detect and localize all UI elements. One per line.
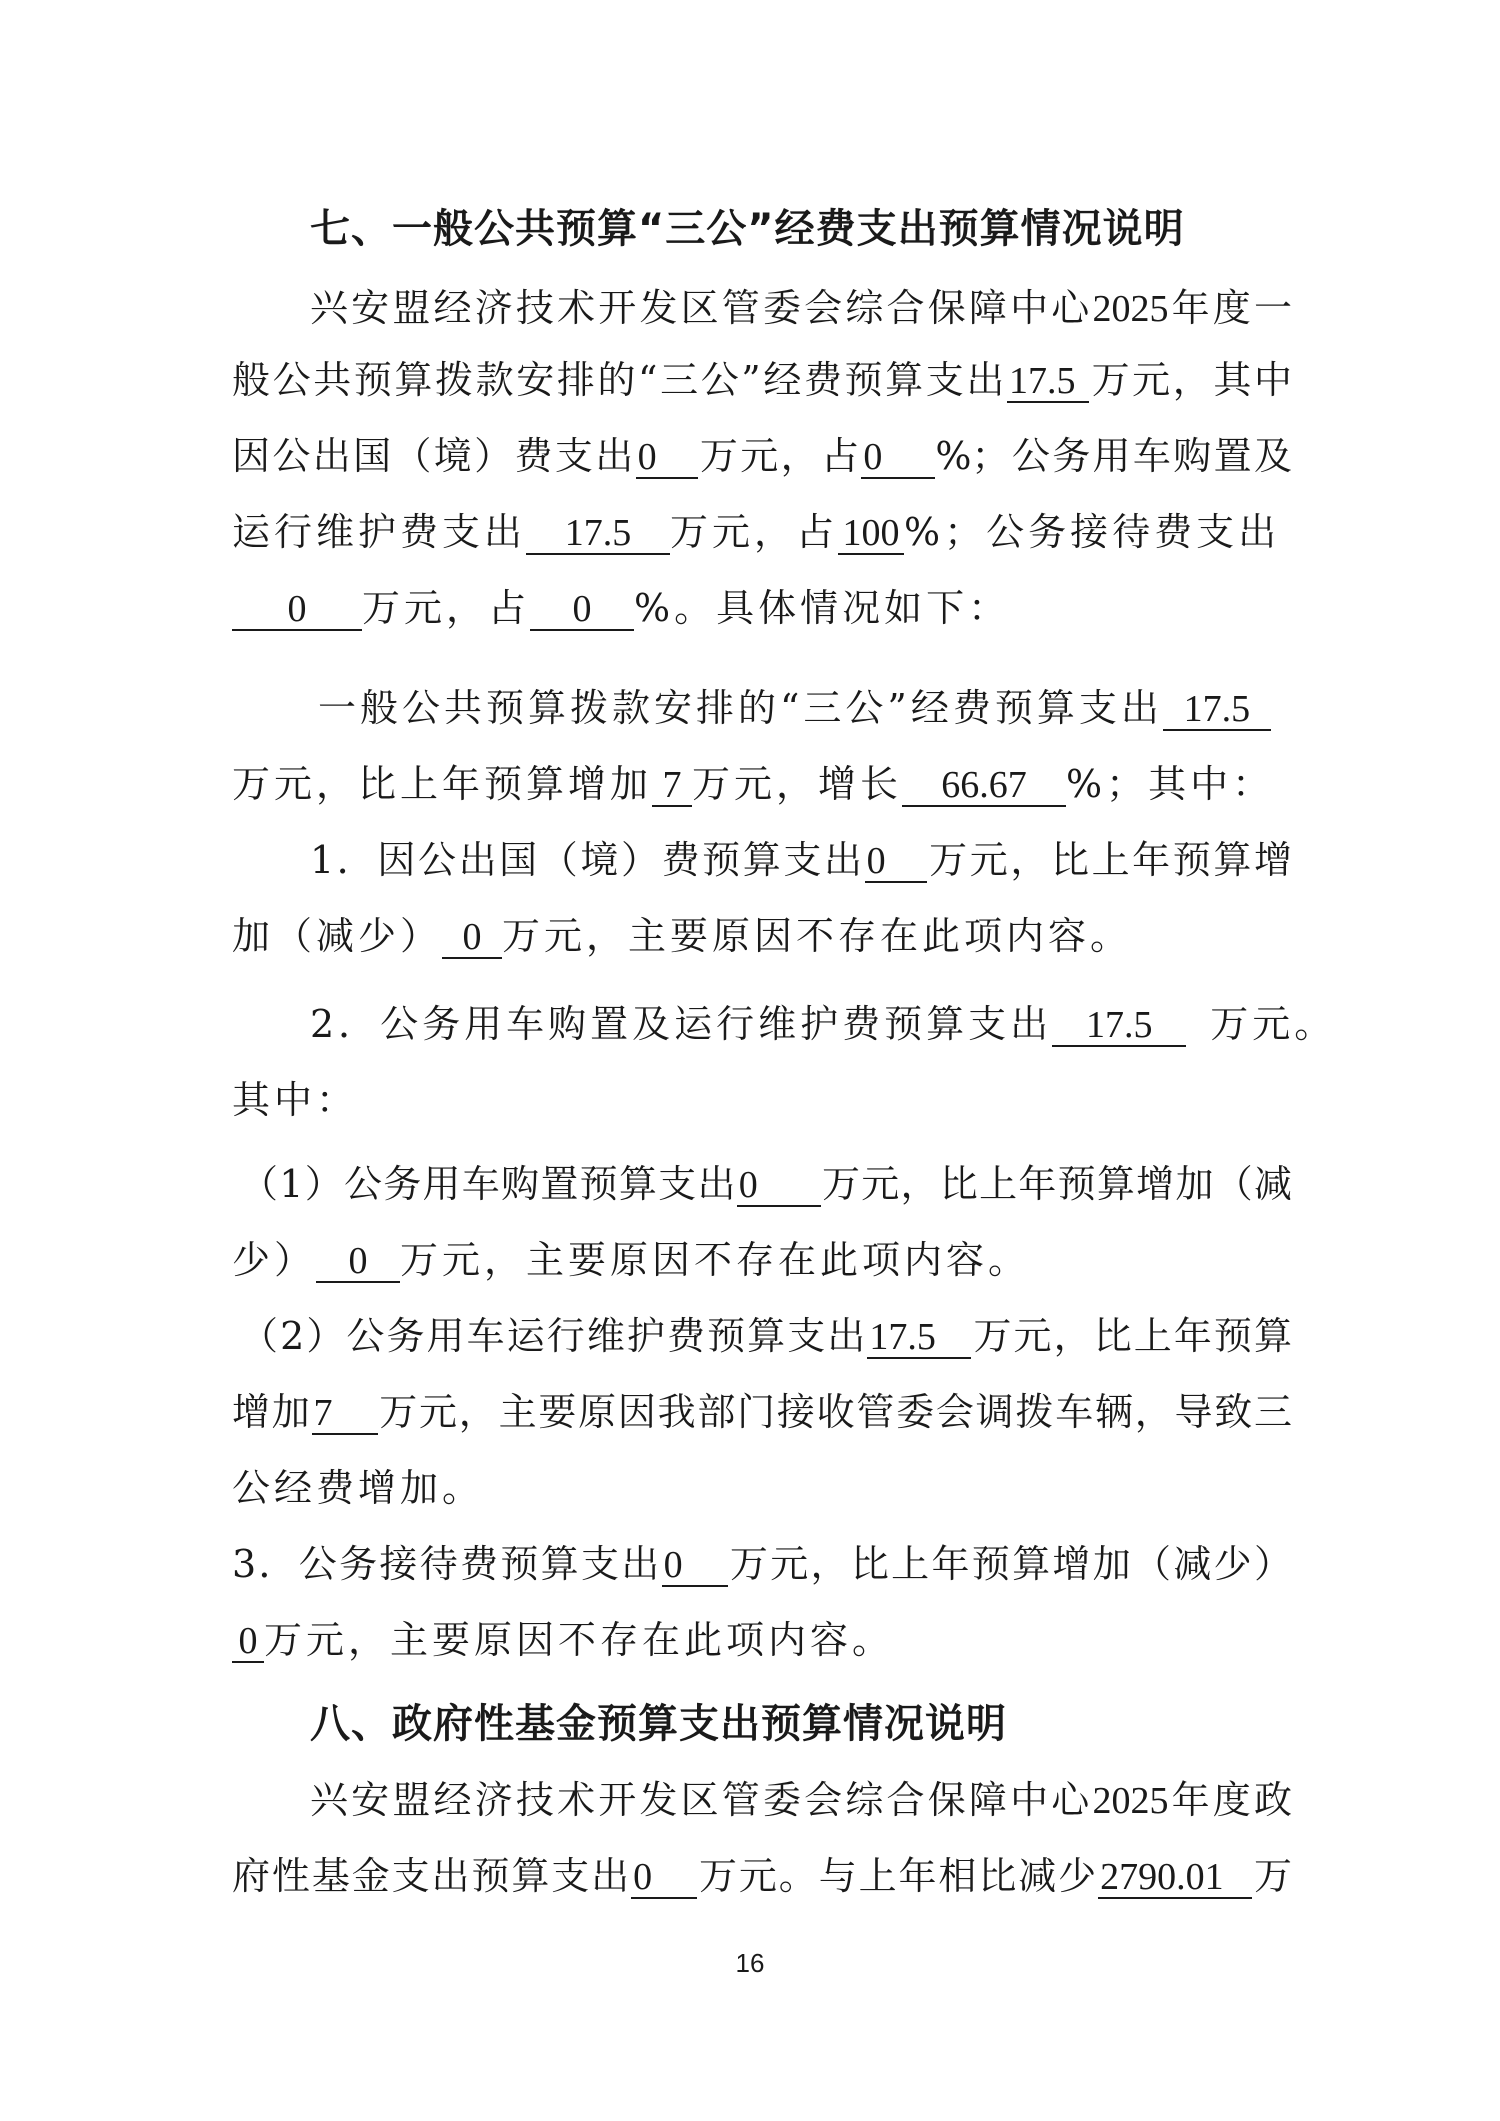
text-run: 增加 bbox=[232, 1390, 312, 1434]
text-run: 万元，占 bbox=[362, 586, 531, 630]
paragraph-line bbox=[318, 684, 1300, 732]
paragraph-line bbox=[232, 1388, 1292, 1436]
paragraph-line bbox=[232, 356, 1292, 404]
paragraph-line bbox=[232, 1540, 1292, 1588]
underlined-value: 0 bbox=[865, 841, 927, 883]
paragraph-line bbox=[232, 1236, 1292, 1284]
text-run: 般公共预算拨款安排的“三公”经费预算支出 bbox=[232, 358, 1007, 402]
underlined-value: 0 bbox=[631, 1857, 697, 1899]
text-run: %；公务用车购置及 bbox=[935, 434, 1292, 478]
text-run: 少） bbox=[232, 1238, 317, 1282]
paragraph-line bbox=[232, 432, 1292, 480]
paragraph-line bbox=[232, 760, 1292, 808]
underlined-value: 66.67 bbox=[902, 765, 1066, 807]
underlined-value: 7 bbox=[652, 765, 692, 807]
paragraph-line: 公经费增加。 bbox=[232, 1466, 485, 1510]
text-run: （1）公务用车购置预算支出 bbox=[240, 1162, 737, 1206]
underlined-value: 100 bbox=[838, 513, 904, 555]
text-run: 万元，比上年预算增加 bbox=[232, 762, 653, 806]
text-run: 万元，占 bbox=[670, 510, 839, 554]
underlined-value: 0 bbox=[442, 917, 502, 959]
text-run: %；其中： bbox=[1066, 762, 1275, 806]
text-run: 万元，比上年预算增 bbox=[926, 838, 1292, 882]
paragraph-line bbox=[232, 584, 1292, 632]
text-run: 兴安盟经济技术开发区管委会综合保障中心 bbox=[310, 286, 1093, 330]
text-run: 年度政 bbox=[1168, 1778, 1292, 1822]
text-run: 一般公共预算拨款安排的“三公”经费预算支出 bbox=[318, 686, 1163, 730]
underlined-value: 17.5 bbox=[1007, 361, 1089, 403]
text-run: 万元，主要原因不存在此项内容。 bbox=[264, 1618, 895, 1662]
paragraph-line bbox=[240, 1312, 1292, 1360]
text-run: 万元，主要原因不存在此项内容。 bbox=[400, 1238, 1031, 1282]
text-run: 因公出国（境）费支出 bbox=[232, 434, 636, 478]
text-run: 2．公务用车购置及运行维护费预算支出 bbox=[310, 1002, 1053, 1046]
paragraph-line bbox=[232, 508, 1281, 556]
text-run: 万元。与上年相比减少 bbox=[697, 1854, 1099, 1898]
text-run: 万元，比上年预算 bbox=[971, 1314, 1292, 1358]
underlined-value: 0 bbox=[316, 1241, 400, 1283]
underlined-value: 0 bbox=[636, 437, 698, 479]
text-run: 万元，比上年预算增加（减少） bbox=[727, 1542, 1292, 1586]
text-run: 府性基金支出预算支出 bbox=[232, 1854, 632, 1898]
section-7-heading: 七、一般公共预算“三公”经费支出预算情况说明 bbox=[310, 206, 1185, 252]
text-run: 万元，占 bbox=[697, 434, 862, 478]
text-run: 万元，增长 bbox=[692, 762, 903, 806]
text-run: 年度一 bbox=[1168, 286, 1292, 330]
paragraph-line bbox=[232, 912, 1292, 960]
underlined-value: 2790.01 bbox=[1098, 1857, 1252, 1899]
underlined-value: 0 bbox=[861, 437, 935, 479]
text-run: 万元，主要原因不存在此项内容。 bbox=[502, 914, 1133, 958]
section-8-heading: 八、政府性基金预算支出预算情况说明 bbox=[310, 1701, 1007, 1747]
underlined-value: 17.5 bbox=[1052, 1005, 1186, 1047]
paragraph-line: 其中： bbox=[232, 1078, 359, 1122]
text-run: 万元，主要原因我部门接收管委会调拨车辆，导致三 bbox=[377, 1390, 1292, 1434]
text-run: 运行维护费支出 bbox=[232, 510, 527, 554]
underlined-value: 0 bbox=[530, 589, 634, 631]
text-run: 1．因公出国（境）费预算支出 bbox=[310, 838, 865, 882]
underlined-value: 7 bbox=[312, 1393, 378, 1435]
text-run: %。具体情况如下： bbox=[634, 586, 1011, 630]
text-run: 万元，比上年预算增加（减 bbox=[820, 1162, 1292, 1206]
text-run: 3．公务接待费预算支出 bbox=[232, 1542, 662, 1586]
underlined-value: 17.5 bbox=[1163, 689, 1271, 731]
paragraph-line bbox=[232, 1852, 1292, 1900]
text-run: （2）公务用车运行维护费预算支出 bbox=[240, 1314, 868, 1358]
underlined-value: 17.5 bbox=[526, 513, 670, 555]
underlined-value: 0 bbox=[232, 1621, 264, 1663]
paragraph-line bbox=[310, 836, 1292, 884]
text-run: 万元，其中 bbox=[1088, 358, 1292, 402]
underlined-value: 17.5 bbox=[867, 1317, 971, 1359]
paragraph-line bbox=[310, 284, 1292, 333]
underlined-value: 0 bbox=[662, 1545, 728, 1587]
text-run: %；公务接待费支出 bbox=[904, 510, 1281, 554]
paragraph-line bbox=[232, 1616, 1292, 1664]
text-run: 万元。 bbox=[1210, 1002, 1337, 1046]
year-value: 2025 bbox=[1092, 1780, 1169, 1822]
paragraph-line bbox=[310, 1776, 1292, 1825]
underlined-value: 0 bbox=[232, 589, 362, 631]
text-run: 万 bbox=[1252, 1854, 1292, 1898]
page-number: 16 bbox=[735, 1948, 765, 1978]
paragraph-line bbox=[240, 1160, 1292, 1208]
text-run: 兴安盟经济技术开发区管委会综合保障中心 bbox=[310, 1778, 1093, 1822]
paragraph-line bbox=[310, 1000, 1337, 1048]
year-value: 2025 bbox=[1092, 288, 1169, 330]
text-run: 加（减少） bbox=[232, 914, 443, 958]
underlined-value: 0 bbox=[737, 1165, 821, 1207]
